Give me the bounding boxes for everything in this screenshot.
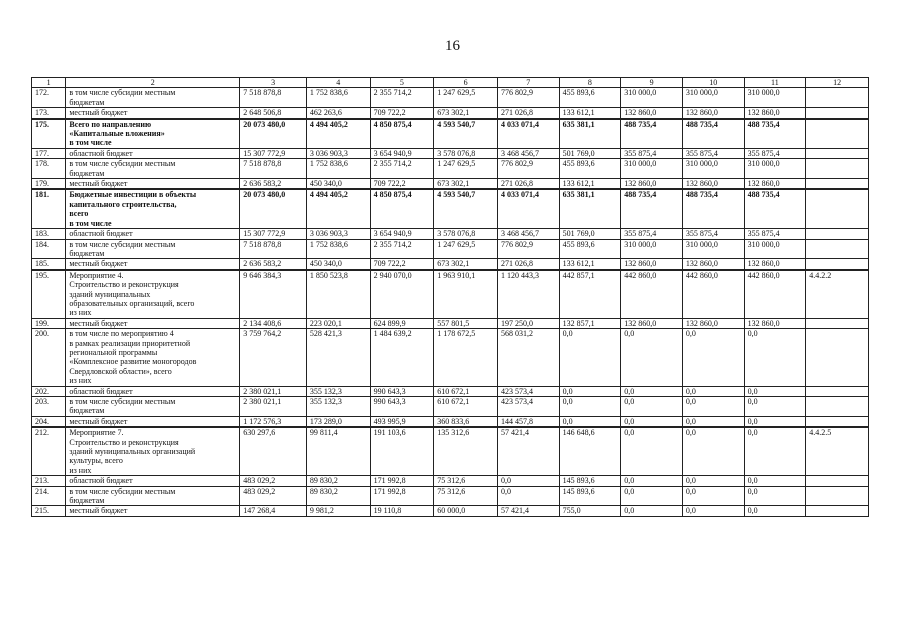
value-cell: 1 247 629,5 <box>434 159 498 179</box>
reference-cell <box>806 329 869 386</box>
value-cell: 776 802,9 <box>497 88 559 108</box>
reference-cell <box>806 416 869 427</box>
table-row <box>32 189 869 228</box>
value-cell: 501 769,0 <box>559 229 621 239</box>
value-cell: 355 132,3 <box>306 397 370 417</box>
value-cell: 673 302,1 <box>434 179 498 190</box>
value-cell: 488 735,4 <box>744 189 806 228</box>
value-cell: 132 860,0 <box>621 179 683 190</box>
value-cell: 144 457,8 <box>497 416 559 427</box>
reference-cell <box>806 506 869 516</box>
value-cell: 0,0 <box>559 397 621 417</box>
column-number: 5 <box>370 78 434 88</box>
row-number-cell: 195. <box>32 270 66 319</box>
value-cell: 0,0 <box>621 506 683 516</box>
reference-cell <box>806 259 869 270</box>
value-cell: 4 494 405,2 <box>306 119 370 149</box>
value-cell: 57 421,4 <box>497 506 559 516</box>
table-row <box>32 506 869 516</box>
reference-cell <box>806 108 869 119</box>
value-cell: 488 735,4 <box>621 119 683 149</box>
value-cell: 0,0 <box>559 386 621 396</box>
column-number: 3 <box>240 78 307 88</box>
table-row <box>32 386 869 396</box>
row-name-cell: в том числе субсидии местным бюджетам <box>66 486 240 506</box>
page-number: 16 <box>445 38 460 54</box>
value-cell: 0,0 <box>744 416 806 427</box>
value-cell: 442 857,1 <box>559 270 621 319</box>
value-cell: 2 355 714,2 <box>370 159 434 179</box>
row-number-cell: 213. <box>32 476 66 486</box>
table-row <box>32 318 869 328</box>
value-cell: 132 860,0 <box>621 259 683 270</box>
reference-cell <box>806 88 869 108</box>
value-cell: 2 940 070,0 <box>370 270 434 319</box>
value-cell: 0,0 <box>682 476 744 486</box>
row-number-cell: 177. <box>32 148 66 158</box>
value-cell: 0,0 <box>621 386 683 396</box>
value-cell: 197 250,0 <box>497 318 559 328</box>
value-cell: 147 268,4 <box>240 506 307 516</box>
value-cell: 0,0 <box>682 506 744 516</box>
column-number-header-row <box>32 78 869 88</box>
value-cell: 132 860,0 <box>682 179 744 190</box>
value-cell: 171 992,8 <box>370 486 434 506</box>
value-cell: 635 381,1 <box>559 189 621 228</box>
table-row <box>32 159 869 179</box>
value-cell: 146 648,6 <box>559 427 621 476</box>
value-cell: 132 860,0 <box>744 108 806 119</box>
value-cell: 610 672,1 <box>434 397 498 417</box>
value-cell: 132 860,0 <box>744 318 806 328</box>
table-row <box>32 270 869 319</box>
row-name-cell: местный бюджет <box>66 318 240 328</box>
budget-table <box>31 77 869 517</box>
value-cell: 3 578 076,8 <box>434 229 498 239</box>
row-number-cell: 172. <box>32 88 66 108</box>
column-number: 10 <box>682 78 744 88</box>
value-cell: 355 875,4 <box>621 148 683 158</box>
value-cell: 673 302,1 <box>434 259 498 270</box>
value-cell: 132 860,0 <box>744 259 806 270</box>
value-cell: 0,0 <box>744 486 806 506</box>
value-cell: 1 247 629,5 <box>434 239 498 259</box>
row-name-cell: местный бюджет <box>66 416 240 427</box>
value-cell: 442 860,0 <box>744 270 806 319</box>
table-row <box>32 179 869 190</box>
row-number-cell: 178. <box>32 159 66 179</box>
value-cell: 3 468 456,7 <box>497 148 559 158</box>
reference-cell <box>806 239 869 259</box>
value-cell: 0,0 <box>744 476 806 486</box>
value-cell: 4 593 540,7 <box>434 119 498 149</box>
value-cell: 442 860,0 <box>621 270 683 319</box>
row-name-cell: областной бюджет <box>66 148 240 158</box>
reference-cell <box>806 476 869 486</box>
value-cell: 0,0 <box>621 486 683 506</box>
row-number-cell: 185. <box>32 259 66 270</box>
table-row <box>32 229 869 239</box>
value-cell: 442 860,0 <box>682 270 744 319</box>
value-cell: 1 247 629,5 <box>434 88 498 108</box>
value-cell: 2 636 583,2 <box>240 179 307 190</box>
value-cell: 0,0 <box>621 427 683 476</box>
value-cell: 310 000,0 <box>621 239 683 259</box>
value-cell: 423 573,4 <box>497 386 559 396</box>
value-cell: 0,0 <box>497 486 559 506</box>
value-cell: 3 759 764,2 <box>240 329 307 386</box>
value-cell: 271 026,8 <box>497 108 559 119</box>
value-cell: 4 033 071,4 <box>497 189 559 228</box>
table-row <box>32 416 869 427</box>
value-cell: 132 860,0 <box>744 179 806 190</box>
value-cell: 4 850 875,4 <box>370 189 434 228</box>
table-row <box>32 239 869 259</box>
value-cell: 132 860,0 <box>621 318 683 328</box>
row-number-cell: 212. <box>32 427 66 476</box>
value-cell: 355 875,4 <box>744 229 806 239</box>
value-cell: 0,0 <box>682 386 744 396</box>
reference-cell <box>806 119 869 149</box>
column-number: 9 <box>621 78 683 88</box>
value-cell: 310 000,0 <box>682 88 744 108</box>
table-row <box>32 476 869 486</box>
value-cell: 990 643,3 <box>370 397 434 417</box>
row-name-cell: Мероприятие 7. Строительство и реконструкция зданий муниципальных организаций культуры, всего из них <box>66 427 240 476</box>
value-cell: 0,0 <box>744 386 806 396</box>
row-name-cell: в том числе по мероприятию 4 в рамках реализации приоритетной региональной программы «Комплексное развитие моногородов Свердловской области», всего из них <box>66 329 240 386</box>
value-cell: 2 355 714,2 <box>370 88 434 108</box>
reference-cell <box>806 189 869 228</box>
value-cell: 355 875,4 <box>744 148 806 158</box>
value-cell: 3 578 076,8 <box>434 148 498 158</box>
row-number-cell: 199. <box>32 318 66 328</box>
row-number-cell: 203. <box>32 397 66 417</box>
value-cell: 310 000,0 <box>744 239 806 259</box>
row-name-cell: в том числе субсидии местным бюджетам <box>66 239 240 259</box>
value-cell: 3 654 940,9 <box>370 148 434 158</box>
row-name-cell: областной бюджет <box>66 476 240 486</box>
row-name-cell: в том числе субсидии местным бюджетам <box>66 397 240 417</box>
value-cell: 89 830,2 <box>306 476 370 486</box>
value-cell: 99 811,4 <box>306 427 370 476</box>
value-cell: 0,0 <box>682 397 744 417</box>
value-cell: 610 672,1 <box>434 386 498 396</box>
value-cell: 1 172 576,3 <box>240 416 307 427</box>
value-cell: 0,0 <box>621 476 683 486</box>
reference-cell <box>806 386 869 396</box>
value-cell: 3 036 903,3 <box>306 148 370 158</box>
value-cell: 450 340,0 <box>306 259 370 270</box>
value-cell: 1 963 910,1 <box>434 270 498 319</box>
reference-cell <box>806 397 869 417</box>
column-number: 1 <box>32 78 66 88</box>
value-cell: 132 860,0 <box>621 108 683 119</box>
value-cell: 2 380 021,1 <box>240 386 307 396</box>
column-number: 7 <box>497 78 559 88</box>
value-cell: 191 103,6 <box>370 427 434 476</box>
value-cell: 355 875,4 <box>682 148 744 158</box>
row-number-cell: 175. <box>32 119 66 149</box>
reference-cell: 4.4.2.5 <box>806 427 869 476</box>
row-name-cell: областной бюджет <box>66 229 240 239</box>
value-cell: 0,0 <box>682 486 744 506</box>
value-cell: 1 752 838,6 <box>306 88 370 108</box>
value-cell: 423 573,4 <box>497 397 559 417</box>
table-row <box>32 108 869 119</box>
value-cell: 135 312,6 <box>434 427 498 476</box>
value-cell: 9 981,2 <box>306 506 370 516</box>
value-cell: 568 031,2 <box>497 329 559 386</box>
reference-cell <box>806 179 869 190</box>
row-name-cell: местный бюджет <box>66 259 240 270</box>
value-cell: 145 893,6 <box>559 476 621 486</box>
value-cell: 360 833,6 <box>434 416 498 427</box>
column-number: 12 <box>806 78 869 88</box>
value-cell: 0,0 <box>744 506 806 516</box>
value-cell: 0,0 <box>497 476 559 486</box>
value-cell: 0,0 <box>682 427 744 476</box>
value-cell: 3 036 903,3 <box>306 229 370 239</box>
value-cell: 4 593 540,7 <box>434 189 498 228</box>
value-cell: 776 802,9 <box>497 239 559 259</box>
value-cell: 1 484 639,2 <box>370 329 434 386</box>
column-number: 8 <box>559 78 621 88</box>
value-cell: 0,0 <box>744 397 806 417</box>
row-name-cell: местный бюджет <box>66 179 240 190</box>
value-cell: 1 752 838,6 <box>306 239 370 259</box>
value-cell: 75 312,6 <box>434 486 498 506</box>
value-cell: 3 468 456,7 <box>497 229 559 239</box>
table-row <box>32 329 869 386</box>
value-cell: 2 636 583,2 <box>240 259 307 270</box>
value-cell: 133 612,1 <box>559 108 621 119</box>
row-number-cell: 200. <box>32 329 66 386</box>
value-cell: 528 421,3 <box>306 329 370 386</box>
value-cell: 0,0 <box>559 329 621 386</box>
value-cell: 2 134 408,6 <box>240 318 307 328</box>
value-cell: 1 178 672,5 <box>434 329 498 386</box>
row-name-cell: в том числе субсидии местным бюджетам <box>66 88 240 108</box>
row-number-cell: 173. <box>32 108 66 119</box>
value-cell: 132 860,0 <box>682 318 744 328</box>
value-cell: 57 421,4 <box>497 427 559 476</box>
column-number: 6 <box>434 78 498 88</box>
value-cell: 60 000,0 <box>434 506 498 516</box>
value-cell: 2 648 506,8 <box>240 108 307 119</box>
value-cell: 3 654 940,9 <box>370 229 434 239</box>
value-cell: 271 026,8 <box>497 259 559 270</box>
value-cell: 0,0 <box>744 427 806 476</box>
value-cell: 483 029,2 <box>240 486 307 506</box>
table-row <box>32 148 869 158</box>
value-cell: 15 307 772,9 <box>240 229 307 239</box>
table-row <box>32 486 869 506</box>
value-cell: 173 289,0 <box>306 416 370 427</box>
value-cell: 709 722,2 <box>370 179 434 190</box>
value-cell: 0,0 <box>682 329 744 386</box>
value-cell: 450 340,0 <box>306 179 370 190</box>
value-cell: 7 518 878,8 <box>240 239 307 259</box>
value-cell: 132 857,1 <box>559 318 621 328</box>
value-cell: 462 263,6 <box>306 108 370 119</box>
column-number: 2 <box>66 78 240 88</box>
row-name-cell: областной бюджет <box>66 386 240 396</box>
value-cell: 7 518 878,8 <box>240 88 307 108</box>
value-cell: 455 893,6 <box>559 239 621 259</box>
value-cell: 132 860,0 <box>682 108 744 119</box>
value-cell: 355 132,3 <box>306 386 370 396</box>
value-cell: 133 612,1 <box>559 179 621 190</box>
value-cell: 624 899,9 <box>370 318 434 328</box>
value-cell: 776 802,9 <box>497 159 559 179</box>
value-cell: 501 769,0 <box>559 148 621 158</box>
value-cell: 4 494 405,2 <box>306 189 370 228</box>
value-cell: 133 612,1 <box>559 259 621 270</box>
value-cell: 755,0 <box>559 506 621 516</box>
reference-cell <box>806 318 869 328</box>
value-cell: 990 643,3 <box>370 386 434 396</box>
value-cell: 89 830,2 <box>306 486 370 506</box>
row-number-cell: 184. <box>32 239 66 259</box>
value-cell: 310 000,0 <box>621 88 683 108</box>
value-cell: 488 735,4 <box>682 189 744 228</box>
reference-cell <box>806 486 869 506</box>
value-cell: 0,0 <box>621 397 683 417</box>
value-cell: 20 073 480,0 <box>240 189 307 228</box>
value-cell: 709 722,2 <box>370 259 434 270</box>
column-number: 11 <box>744 78 806 88</box>
row-name-cell: в том числе субсидии местным бюджетам <box>66 159 240 179</box>
value-cell: 483 029,2 <box>240 476 307 486</box>
value-cell: 635 381,1 <box>559 119 621 149</box>
value-cell: 310 000,0 <box>744 159 806 179</box>
value-cell: 455 893,6 <box>559 88 621 108</box>
reference-cell <box>806 148 869 158</box>
reference-cell <box>806 159 869 179</box>
value-cell: 9 646 384,3 <box>240 270 307 319</box>
row-name-cell: Всего по направлению «Капитальные вложения» в том числе <box>66 119 240 149</box>
value-cell: 709 722,2 <box>370 108 434 119</box>
value-cell: 2 355 714,2 <box>370 239 434 259</box>
value-cell: 557 801,5 <box>434 318 498 328</box>
value-cell: 0,0 <box>559 416 621 427</box>
table-row <box>32 88 869 108</box>
value-cell: 1 752 838,6 <box>306 159 370 179</box>
value-cell: 19 110,8 <box>370 506 434 516</box>
value-cell: 271 026,8 <box>497 179 559 190</box>
row-number-cell: 181. <box>32 189 66 228</box>
value-cell: 171 992,8 <box>370 476 434 486</box>
value-cell: 310 000,0 <box>744 88 806 108</box>
row-number-cell: 214. <box>32 486 66 506</box>
row-name-cell: Бюджетные инвестиции в объекты капитального строительства, всего в том числе <box>66 189 240 228</box>
value-cell: 4 850 875,4 <box>370 119 434 149</box>
value-cell: 488 735,4 <box>682 119 744 149</box>
value-cell: 493 995,9 <box>370 416 434 427</box>
value-cell: 75 312,6 <box>434 476 498 486</box>
column-number: 4 <box>306 78 370 88</box>
row-number-cell: 204. <box>32 416 66 427</box>
value-cell: 2 380 021,1 <box>240 397 307 417</box>
value-cell: 310 000,0 <box>682 239 744 259</box>
value-cell: 1 120 443,3 <box>497 270 559 319</box>
row-number-cell: 215. <box>32 506 66 516</box>
value-cell: 0,0 <box>682 416 744 427</box>
value-cell: 673 302,1 <box>434 108 498 119</box>
row-number-cell: 183. <box>32 229 66 239</box>
value-cell: 1 850 523,8 <box>306 270 370 319</box>
value-cell: 15 307 772,9 <box>240 148 307 158</box>
row-name-cell: Мероприятие 4. Строительство и реконструкция зданий муниципальных образовательных организаций, всего из них <box>66 270 240 319</box>
table-row <box>32 259 869 270</box>
value-cell: 488 735,4 <box>744 119 806 149</box>
value-cell: 145 893,6 <box>559 486 621 506</box>
value-cell: 20 073 480,0 <box>240 119 307 149</box>
value-cell: 0,0 <box>621 329 683 386</box>
reference-cell <box>806 229 869 239</box>
value-cell: 488 735,4 <box>621 189 683 228</box>
value-cell: 310 000,0 <box>682 159 744 179</box>
row-number-cell: 202. <box>32 386 66 396</box>
table-row <box>32 427 869 476</box>
table-row <box>32 119 869 149</box>
row-number-cell: 179. <box>32 179 66 190</box>
value-cell: 4 033 071,4 <box>497 119 559 149</box>
value-cell: 7 518 878,8 <box>240 159 307 179</box>
table-row <box>32 397 869 417</box>
value-cell: 223 020,1 <box>306 318 370 328</box>
value-cell: 630 297,6 <box>240 427 307 476</box>
row-name-cell: местный бюджет <box>66 506 240 516</box>
value-cell: 0,0 <box>621 416 683 427</box>
row-name-cell: местный бюджет <box>66 108 240 119</box>
value-cell: 455 893,6 <box>559 159 621 179</box>
value-cell: 132 860,0 <box>682 259 744 270</box>
value-cell: 310 000,0 <box>621 159 683 179</box>
value-cell: 0,0 <box>744 329 806 386</box>
reference-cell: 4.4.2.2 <box>806 270 869 319</box>
value-cell: 355 875,4 <box>621 229 683 239</box>
value-cell: 355 875,4 <box>682 229 744 239</box>
